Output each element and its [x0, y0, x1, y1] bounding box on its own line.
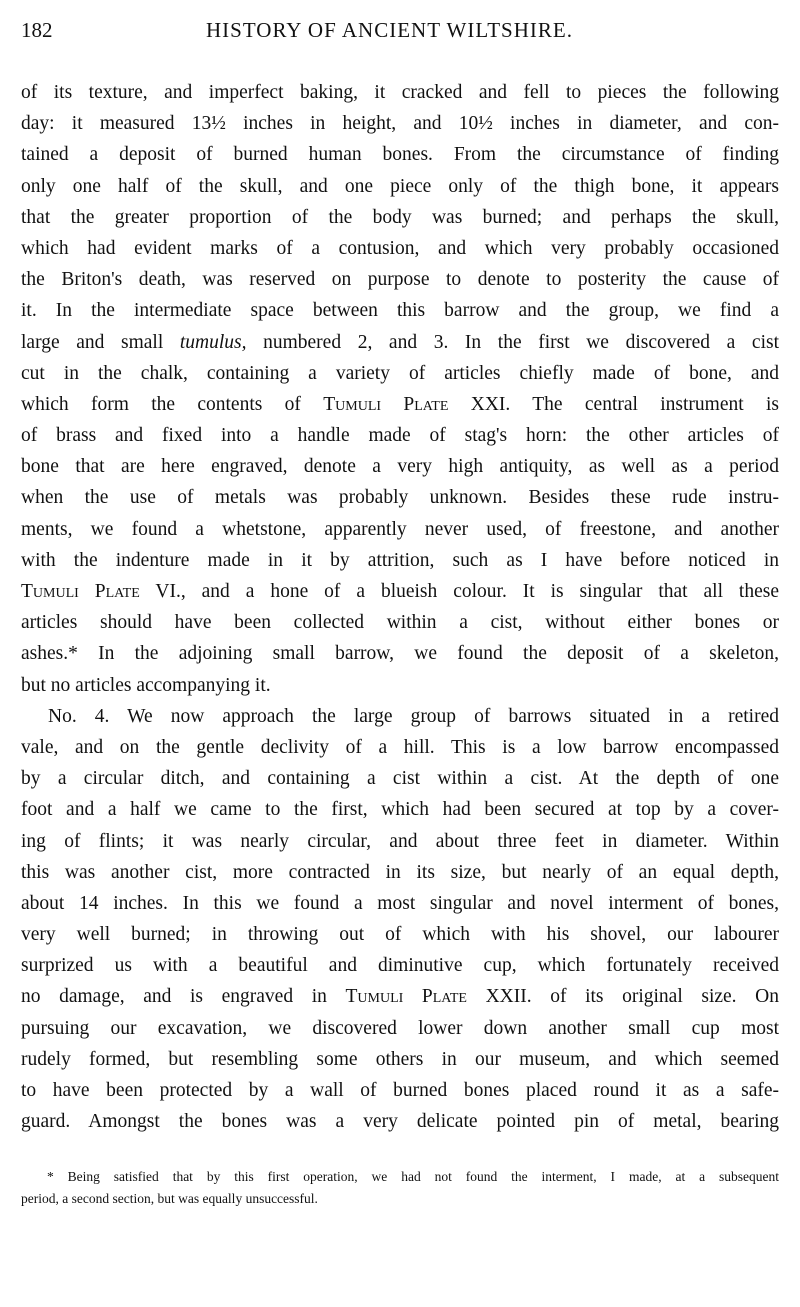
text-line	[21, 638, 779, 669]
text-line	[21, 171, 779, 202]
text-line	[21, 732, 779, 763]
text-line	[21, 1044, 779, 1075]
text-span: ashes.* In the adjoining small barrow, we found the deposit of a skeleton,	[21, 643, 779, 665]
text-span: large and small	[21, 331, 180, 353]
text-span: that the greater proportion of the body was burned; and perhaps the skull,	[21, 206, 779, 228]
text-line	[21, 981, 779, 1012]
text-line	[21, 108, 779, 139]
text-span: numbered 2, and 3. In the first we discovered a cist	[246, 331, 779, 353]
text-span: it. In the intermediate space between this barrow and the group, we find a	[21, 300, 779, 322]
text-span: pursuing our excavation, we discovered lower down another small cup most	[21, 1017, 779, 1039]
plate-reference: Tumuli Plate	[345, 986, 467, 1008]
text-line	[21, 264, 779, 295]
text-line	[21, 1075, 779, 1106]
text-line	[21, 202, 779, 233]
plate-reference: Tumuli Plate	[323, 393, 449, 415]
italic-term: tumulus,	[179, 331, 247, 353]
text-span: no damage, and is engraved in	[21, 986, 346, 1008]
footnote-line: * Being satisfied that by this first operation, we had not found the interment, I made, at a subsequent	[47, 1169, 779, 1184]
text-span: XXII. of its original size. On	[466, 986, 780, 1008]
text-line	[21, 857, 779, 888]
text-line	[21, 389, 779, 420]
text-line	[21, 451, 779, 482]
text-line	[21, 701, 779, 732]
text-span: about 14 inches. In this we found a most singular and novel interment of bones,	[21, 892, 779, 914]
text-line	[21, 482, 779, 513]
text-span: articles should have been collected within a cist, without either bones or	[21, 612, 779, 634]
footnote	[21, 1166, 779, 1210]
text-line	[21, 576, 779, 607]
text-line	[21, 420, 779, 451]
footnote-line: period, a second section, but was equally unsuccessful.	[21, 1191, 318, 1206]
text-span: cut in the chalk, containing a variety of articles chiefly made of bone, and	[21, 362, 779, 384]
text-line	[21, 139, 779, 170]
text-span: which had evident marks of a contusion, and which very probably occasioned	[21, 237, 779, 259]
text-span: foot and a half we came to the first, which had been secured at top by a cover-	[21, 799, 779, 821]
text-line	[21, 763, 779, 794]
text-span: very well burned; in throwing out of which with his shovel, our labourer	[21, 924, 779, 946]
text-span: but no articles accompanying it.	[21, 674, 271, 696]
text-line	[21, 670, 779, 701]
text-span: when the use of metals was probably unknown. Besides these rude instru-	[21, 487, 779, 509]
text-span: surprized us with a beautiful and diminutive cup, which fortunately received	[21, 955, 779, 977]
text-span: only one half of the skull, and one piece only of the thigh bone, it appears	[21, 175, 779, 197]
text-span: bone that are here engraved, denote a very high antiquity, as well as a period	[21, 456, 779, 478]
text-line	[21, 1106, 779, 1137]
text-line	[21, 950, 779, 981]
running-header	[21, 18, 779, 48]
text-span: the Briton's death, was reserved on purpose to denote to posterity the cause of	[21, 269, 779, 291]
text-line	[21, 888, 779, 919]
text-line	[21, 826, 779, 857]
text-line	[21, 607, 779, 638]
text-span: this was another cist, more contracted in its size, but nearly of an equal depth,	[21, 861, 779, 883]
text-span: VI., and a hone of a blueish colour. It is singular that all these	[139, 581, 779, 602]
text-line	[21, 358, 779, 389]
text-line	[21, 514, 779, 545]
plate-reference: Tumuli Plate	[21, 581, 140, 602]
text-line	[21, 794, 779, 825]
text-span: with the indenture made in it by attrition, such as I have before noticed in	[21, 549, 779, 571]
text-span: of its texture, and imperfect baking, it cracked and fell to pieces the following	[21, 82, 779, 103]
running-title: HISTORY OF ANCIENT WILTSHIRE.	[206, 18, 573, 42]
text-span: vale, and on the gentle declivity of a hill. This is a low barrow encompassed	[21, 736, 779, 758]
body-text	[21, 77, 779, 1137]
text-span: tained a deposit of burned human bones. From the circumstance of finding	[21, 144, 779, 166]
text-line	[21, 233, 779, 264]
text-span: of brass and fixed into a handle made of stag's horn: the other articles of	[21, 425, 779, 447]
page-number: 182	[21, 18, 53, 42]
text-span: to have been protected by a wall of burned bones placed round it as a safe-	[21, 1080, 779, 1101]
text-line	[21, 545, 779, 576]
text-line	[21, 295, 779, 326]
text-line	[21, 327, 779, 358]
text-span: which form the contents of	[21, 393, 324, 415]
text-span: guard. Amongst the bones was a very delicate pointed pin of metal, bearing	[21, 1111, 779, 1133]
text-span: ing of flints; it was nearly circular, and about three feet in diameter. Within	[21, 830, 779, 852]
text-span: rudely formed, but resembling some others in our museum, and which seemed	[21, 1048, 779, 1070]
text-line	[21, 919, 779, 950]
text-span: by a circular ditch, and containing a cist within a cist. At the depth of one	[21, 768, 779, 790]
text-span: XXI. The central instrument is	[448, 393, 779, 415]
text-span: day: it measured 13½ inches in height, and 10½ inches in diameter, and con-	[21, 113, 779, 135]
text-line	[21, 77, 779, 108]
text-line	[21, 1013, 779, 1044]
text-span: No. 4. We now approach the large group of barrows situated in a retired	[48, 705, 779, 727]
text-span: ments, we found a whetstone, apparently never used, of freestone, and another	[21, 518, 779, 540]
